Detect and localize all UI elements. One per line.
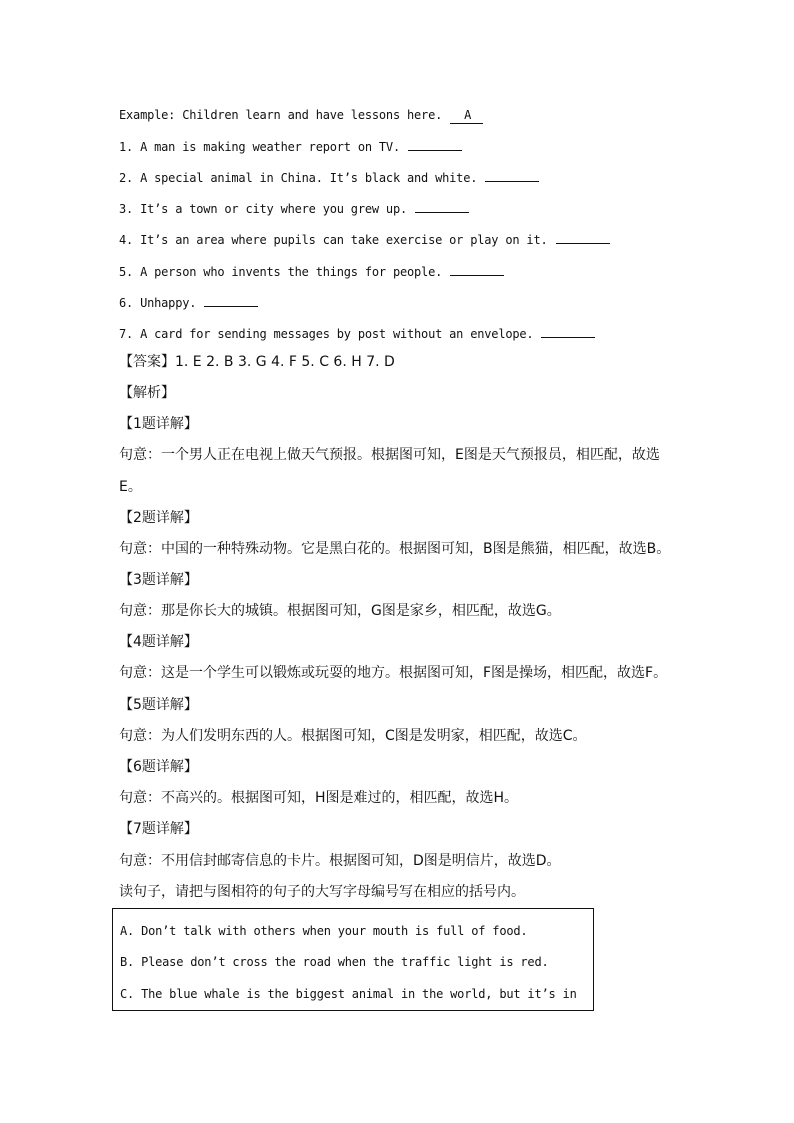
question-6 (119, 294, 258, 311)
detail-4-text: 句意：这是一个学生可以锻炼或玩耍的地方。根据图可知，F图是操场，相匹配，故选F。 (119, 665, 668, 681)
answer-blank (541, 325, 595, 338)
detail-3-title: 【3题详解】 (119, 572, 198, 588)
question-text: 4. It’s an area where pupils can take exercise or play on it. (119, 233, 548, 247)
example-answer: A (450, 107, 483, 124)
example-question (119, 107, 483, 124)
detail-2-title: 【2题详解】 (119, 510, 198, 526)
options-box (112, 908, 594, 1011)
detail-1-title: 【1题详解】 (119, 416, 198, 432)
detail-6-title: 【6题详解】 (119, 759, 198, 775)
detail-7-text: 句意：不用信封邮寄信息的卡片。根据图可知，D图是明信片，故选D。 (119, 853, 561, 869)
question-7 (119, 325, 595, 342)
answer-blank (204, 294, 258, 307)
question-text: 1. A man is making weather report on TV. (119, 140, 400, 154)
question-text: 5. A person who invents the things for people. (119, 265, 443, 279)
detail-7-title: 【7题详解】 (119, 821, 198, 837)
detail-5-title: 【5题详解】 (119, 697, 198, 713)
detail-5-text: 句意：为人们发明东西的人。根据图可知，C图是发明家，相匹配，故选C。 (119, 728, 587, 744)
detail-1-text: 句意：一个男人正在电视上做天气预报。根据图可知，E图是天气预报员，相匹配，故选 (119, 447, 660, 463)
option-b: B. Please don’t cross the road when the traffic light is red. (120, 955, 549, 969)
detail-2-text: 句意：中国的一种特殊动物。它是黑白花的。根据图可知，B图是熊猫，相匹配，故选B。 (119, 541, 671, 557)
answer-blank (556, 231, 610, 244)
answer-key: 【答案】1. E 2. B 3. G 4. F 5. C 6. H 7. D (119, 354, 395, 370)
detail-1-text-continued: E。 (119, 479, 142, 495)
option-c: C. The blue whale is the biggest animal in the world, but it’s in (120, 987, 577, 1001)
detail-4-title: 【4题详解】 (119, 634, 198, 650)
answer-blank (450, 263, 504, 276)
question-text: 3. It’s a town or city where you grew up. (119, 202, 408, 216)
detail-6-text: 句意：不高兴的。根据图可知，H图是难过的，相匹配，故选H。 (119, 790, 519, 806)
detail-3-text: 句意：那是你长大的城镇。根据图可知，G图是家乡，相匹配，故选G。 (119, 603, 561, 619)
option-a: A. Don’t talk with others when your mouth is full of food. (120, 924, 528, 938)
question-text: 7. A card for sending messages by post without an envelope. (119, 327, 534, 341)
question-text: 6. Unhappy. (119, 296, 197, 310)
answer-blank (485, 169, 539, 182)
section-instruction: 读句子，请把与图相符的句子的大写字母编号写在相应的括号内。 (119, 884, 525, 900)
analysis-heading: 【解析】 (119, 385, 175, 401)
example-text: Example: Children learn and have lessons here. (119, 108, 443, 122)
answer-blank (408, 138, 462, 151)
question-4 (119, 231, 610, 248)
question-2 (119, 169, 539, 186)
answer-blank (415, 200, 469, 213)
question-5 (119, 263, 504, 280)
question-1 (119, 138, 462, 155)
question-3 (119, 200, 469, 217)
question-text: 2. A special animal in China. It’s black and white. (119, 171, 478, 185)
